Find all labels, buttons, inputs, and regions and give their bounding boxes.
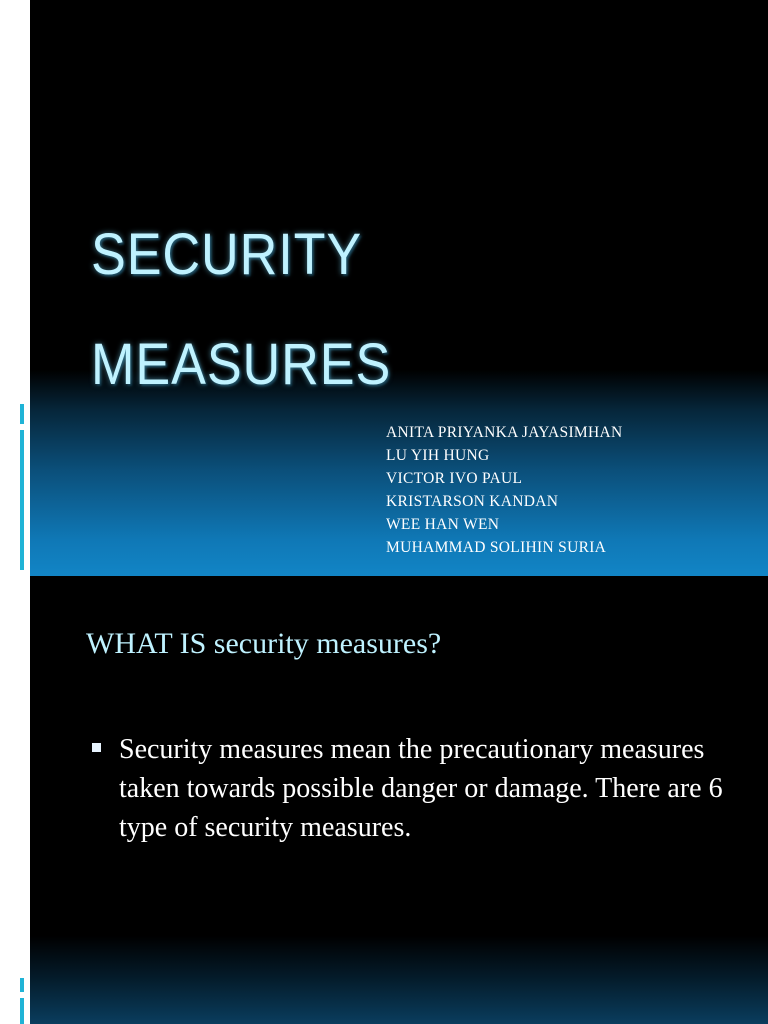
title-line-1: SECURITY [91, 222, 363, 287]
bullet-text: Security measures mean the precautionary measures taken towards possible danger or damage. There are 6 type of security measures. [119, 734, 723, 843]
slide-1-mid-edge-mark [20, 384, 30, 424]
square-bullet-icon [92, 743, 101, 752]
title-slide [30, 0, 768, 576]
definition-slide [30, 576, 768, 1024]
slide-title [91, 200, 391, 420]
bullet-item [92, 730, 732, 847]
slide-2-bottom-edge-mark [20, 958, 30, 1024]
author-name: MUHAMMAD SOLIHIN SURIA [386, 539, 607, 556]
slide-1-lower-edge-mark [20, 430, 30, 570]
slide-heading: WHAT IS security measures? [86, 627, 442, 660]
author-name: ANITA PRIYANKA JAYASIMHAN [386, 424, 623, 441]
slide-1-top-edge-mark [20, 58, 30, 88]
bullet-list [92, 730, 732, 847]
author-name: WEE HAN WEN [386, 516, 500, 533]
author-name: LU YIH HUNG [386, 447, 490, 464]
title-line-2: MEASURES [91, 332, 392, 397]
author-name: KRISTARSON KANDAN [386, 493, 559, 510]
author-list [386, 421, 623, 559]
slide-2-top-edge-mark [20, 633, 30, 663]
author-name: VICTOR IVO PAUL [386, 470, 523, 487]
